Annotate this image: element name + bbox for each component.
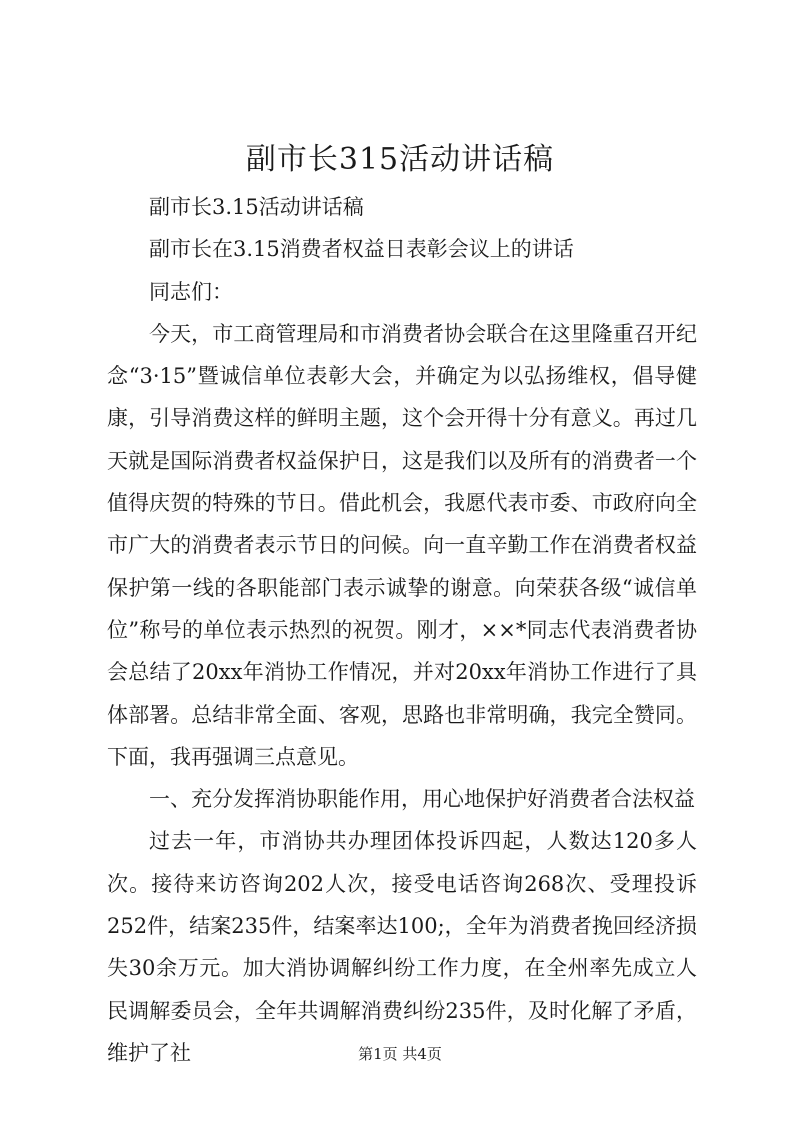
body-paragraph: 过去一年，市消协共办理团体投诉四起，人数达120多人次。接待来访咨询202人次，接受电话咨询268次、受理投诉252件，结案235件，结案率达100;，全年为消费者挽回经济损失30余万元。加大消协调解纠纷工作力度，在全州率先成立人民调解委员会，全年共调解消费纠纷235件，及时化解了矛盾，维护了社: [107, 829, 697, 1065]
section-heading-paragraph: 一、充分发挥消协职能作用，用心地保护好消费者合法权益: [149, 787, 695, 812]
body-paragraph: 今天，市工商管理局和市消费者协会联合在这里隆重召开纪念“3·15”暨诚信单位表彰大会，并确定为以弘扬维权，倡导健康，引导消费这样的鲜明主题，这个会开得十分有意义。再过几天就是国际消费者权益保护日，这是我们以及所有的消费者一个值得庆贺的特殊的节日。借此机会，我愿代表市委、市政府向全市广大的消费者表示节日的问候。向一直辛勤工作在消费者权益保护第一线的各职能部门表示诚挚的谢意。向荣获各级“诚信单位”称号的单位表示热烈的祝贺。刚才，××*同志代表消费者协会总结了20xx年消协工作情况，并对20xx年消协工作进行了具体部署。总结非常全面、客观，思路也非常明确，我完全赞同。下面，我再强调三点意见。: [107, 321, 697, 769]
document-body: [107, 186, 697, 1074]
speech-heading-paragraph: 副市长在3.15消费者权益日表彰会议上的讲话: [149, 237, 574, 262]
subtitle-paragraph: 副市长3.15活动讲话稿: [149, 195, 364, 219]
salutation-paragraph: 同志们：: [149, 279, 233, 304]
page-number-footer: 第1页 共4页: [358, 1045, 442, 1063]
document-title: 副市长315活动讲话稿: [245, 142, 555, 177]
